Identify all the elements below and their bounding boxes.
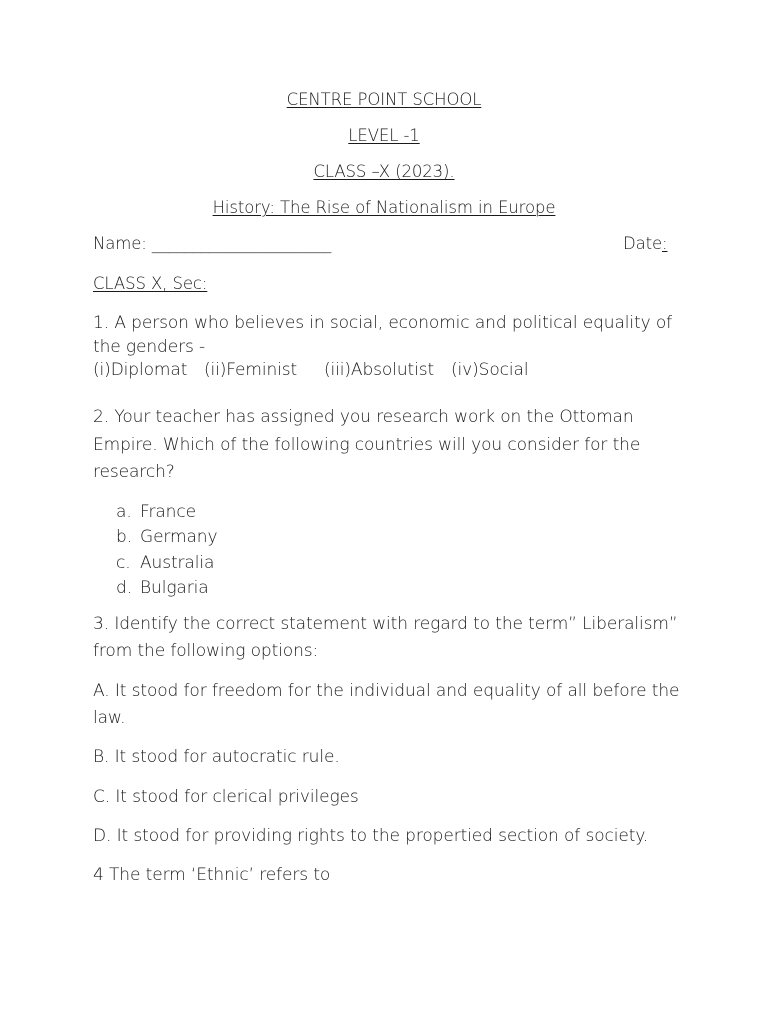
question-1-option-i: (i)Diplomat (93, 360, 188, 380)
class-section-label: CLASS X, Sec: (93, 274, 208, 293)
question-1-option-ii: (ii)Feminist (204, 360, 298, 380)
level-title: LEVEL -1 (348, 126, 420, 145)
question-2-option-a: a. France (116, 502, 196, 522)
date-field-label: Date: (623, 234, 668, 253)
question-3-option-a-line-1: A. It stood for freedom for the individual and equality of all before the (93, 681, 680, 701)
question-2-option-c: c. Australia (116, 553, 215, 573)
question-3-line-2: from the following options: (93, 641, 319, 661)
question-2-line-1: 2. Your teacher has assigned you research work on the Ottoman (93, 407, 634, 427)
name-field-label: Name: ______________________ (93, 234, 332, 253)
school-title: CENTRE POINT SCHOOL (286, 90, 482, 109)
question-3-option-c: C. It stood for clerical privileges (93, 787, 359, 807)
question-1-line-1: 1. A person who believes in social, economic and political equality of (93, 313, 673, 333)
question-1-option-iv: (iv)Social (451, 360, 529, 380)
question-2-line-3: research? (93, 462, 175, 482)
question-3-option-b: B. It stood for autocratic rule. (93, 747, 340, 767)
question-1-option-iii: (iii)Absolutist (324, 360, 435, 380)
question-2-line-2: Empire. Which of the following countries will you consider for the (93, 435, 641, 455)
question-2-option-d: d. Bulgaria (116, 578, 209, 598)
question-3-option-d: D. It stood for providing rights to the propertied section of society. (93, 826, 649, 846)
question-2-option-b: b. Germany (116, 527, 218, 547)
subject-title: History: The Rise of Nationalism in Europe (212, 198, 556, 217)
class-title: CLASS –X (2023). (313, 162, 455, 181)
question-3-line-1: 3. Identify the correct statement with regard to the term” Liberalism” (93, 614, 678, 634)
question-3-option-a-line-2: law. (93, 708, 126, 728)
question-1-line-2: the genders - (93, 337, 206, 357)
question-4-line-1: 4 The term ‘Ethnic’ refers to (93, 865, 331, 885)
